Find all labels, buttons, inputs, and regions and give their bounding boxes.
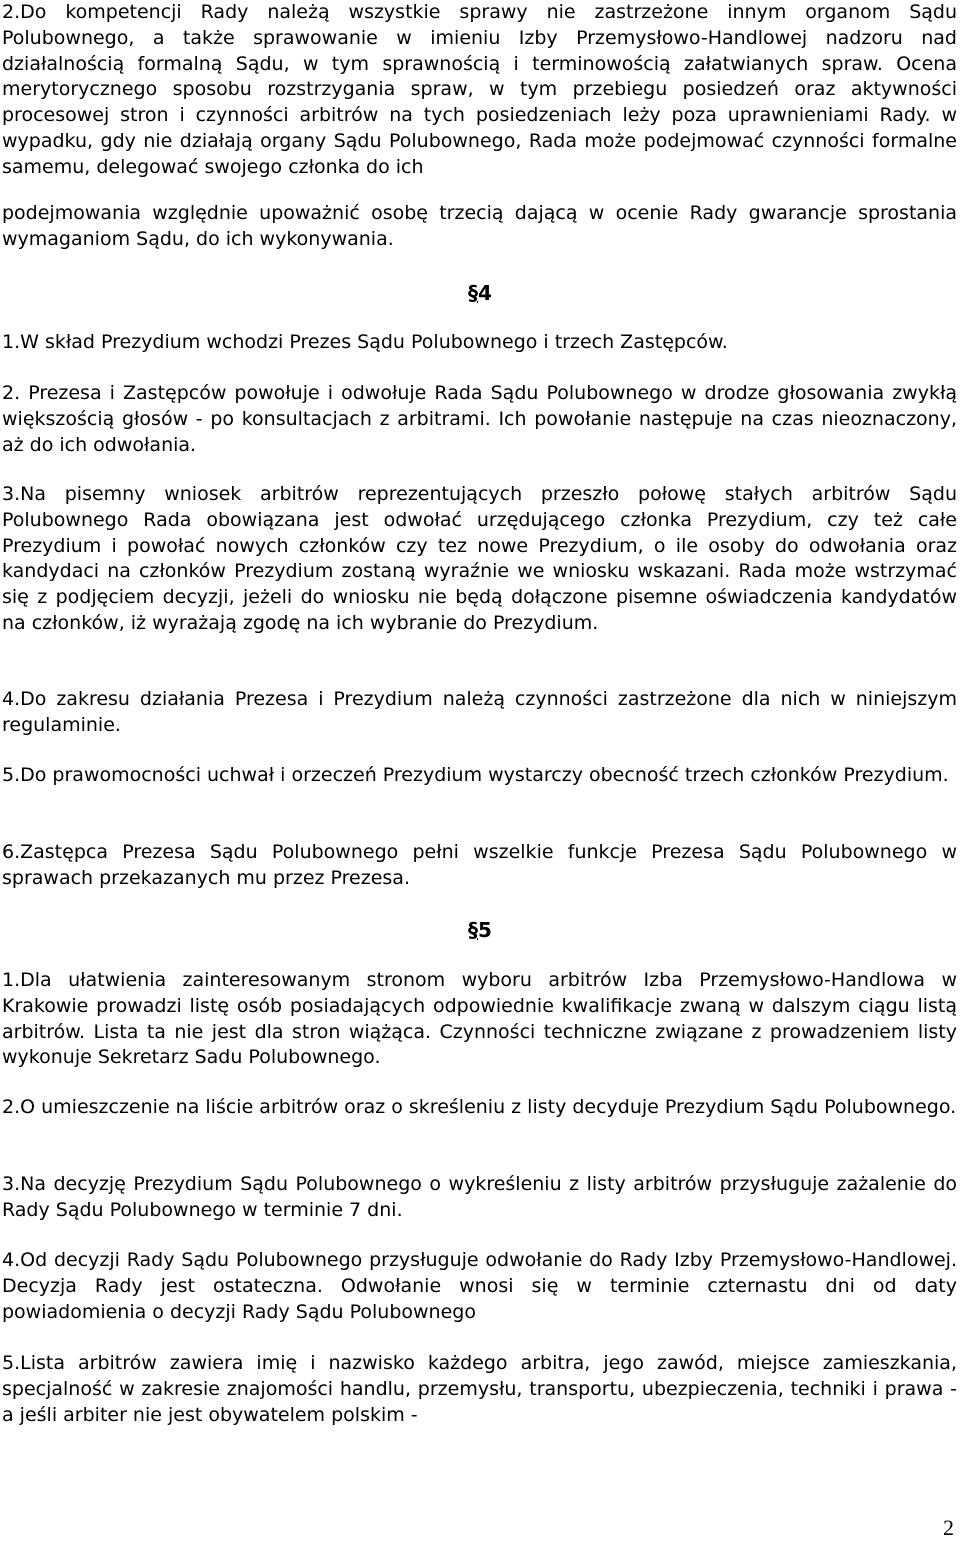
paragraph-presidium-appointment: 2. Prezesa i Zastępców powołuje i odwołuje Rada Sądu Polubownego w drodze głosowania zwykłą większością głosów - po konsultacjach z arbitrami. Ich powołanie następuje na czas nieoznaczony, aż do ich odwołania. bbox=[2, 382, 957, 456]
section-sign: § bbox=[468, 281, 479, 305]
section-number: 5 bbox=[478, 918, 492, 942]
page-number: 2 bbox=[943, 1515, 954, 1540]
paragraph-arbitrators-list: 1.Dla ułatwienia zainteresowanym stronom wyboru arbitrów Izba Przemysłowo-Handlowa w Krakowie prowadzi listę osób posiadających odpowiednie kwalifikacje zwaną w dalszym ciągu listą arbitrów. Lista ta nie jest dla stron wiążąca. Czynności techniczne związane z prowadzeniem listy wykonuje Sekretarz Sadu Polubownego. bbox=[2, 969, 957, 1069]
paragraph-deputy-president: 6.Zastępca Prezesa Sądu Polubownego pełni wszelkie funkcje Prezesa Sądu Polubownego w sprawach przekazanych mu przez Prezesa. bbox=[2, 841, 957, 889]
paragraph-presidium-recall: 3.Na pisemny wniosek arbitrów reprezentujących przeszło połowę stałych arbitrów Sądu Polubownego Rada obowiązana jest odwołać urzędującego członka Prezydium, czy też całe Prezydium i powołać nowych członków czy tez nowe Prezydium, o ile osoby do odwołania oraz kandydaci na członków Prezydium zostaną wyraźnie we wniosku wskazani. Rada może wstrzymać się z podjęciem decyzji, jeżeli do wniosku nie będą dołączone pisemne oświadczenia kandydatów na członków, iż wyrażają zgodę na ich wybranie do Prezydium. bbox=[2, 483, 957, 634]
paragraph-appeal: 4.Od decyzji Rady Sądu Polubownego przysługuje odwołanie do Rady Izby Przemysłowo-Handlowej. Decyzja Rady jest ostateczna. Odwołanie wnosi się w terminie czternastu dni od daty powiadomienia o decyzji Rady Sądu Polubownego bbox=[2, 1249, 957, 1323]
section-sign: § bbox=[468, 918, 479, 942]
paragraph-complaint: 3.Na decyzję Prezydium Sądu Polubownego o wykreśleniu z listy arbitrów przysługuje zażalenie do Rady Sądu Polubownego w terminie 7 dni. bbox=[2, 1173, 957, 1221]
section-heading-5 bbox=[0, 917, 960, 943]
paragraph-list-contents: 5.Lista arbitrów zawiera imię i nazwisko każdego arbitra, jego zawód, miejsce zamieszkania, specjalność w zakresie znajomości handlu, przemysłu, transportu, ubezpieczenia, techniki i prawa - a jeśli arbiter nie jest obywatelem polskim - bbox=[2, 1352, 957, 1426]
section-heading-4 bbox=[0, 280, 960, 306]
paragraph-presidium-composition: 1.W skład Prezydium wchodzi Prezes Sądu Polubownego i trzech Zastępców. bbox=[2, 331, 728, 353]
paragraph-president-scope: 4.Do zakresu działania Prezesa i Prezydium należą czynności zastrzeżone dla nich w niniejszym regulaminie. bbox=[2, 688, 957, 736]
paragraph-council-competence-continued: podejmowania względnie upoważnić osobę trzecią dającą w ocenie Rady gwarancje sprostania wymaganiom Sądu, do ich wykonywania. bbox=[2, 202, 957, 250]
section-number: 4 bbox=[478, 281, 492, 305]
paragraph-list-decision: 2.O umieszczenie na liście arbitrów oraz o skreśleniu z listy decyduje Prezydium Sądu Polubownego. bbox=[2, 1096, 957, 1118]
paragraph-quorum: 5.Do prawomocności uchwał i orzeczeń Prezydium wystarczy obecność trzech członków Prezydium. bbox=[2, 764, 949, 786]
paragraph-council-competence: 2.Do kompetencji Rady należą wszystkie sprawy nie zastrzeżone innym organom Sądu Polubownego, a także sprawowanie w imieniu Izby Przemysłowo-Handlowej nadzoru nad działalnością formalną Sądu, w tym sprawnością i terminowością załatwianych spraw. Ocena merytorycznego sposobu rozstrzygania spraw, w tym przebiegu posiedzeń oraz aktywności procesowej stron i czynności arbitrów na tych posiedzeniach leży poza uprawnieniami Rady. w wypadku, gdy nie działają organy Sądu Polubownego, Rada może podejmować czynności formalne samemu, delegować swojego członka do ich bbox=[2, 1, 957, 178]
